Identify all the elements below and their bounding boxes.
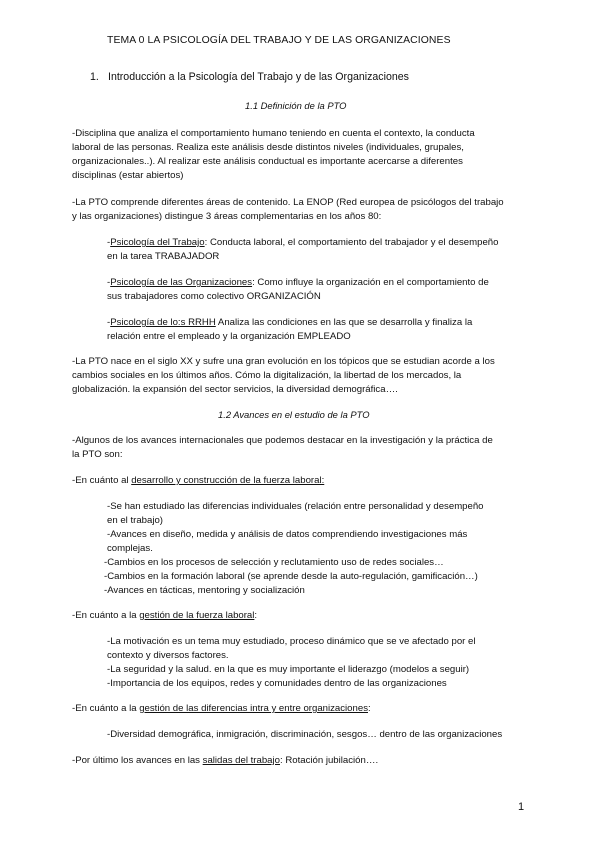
page-number: 1 <box>518 801 525 813</box>
area-item-organizaciones-cont: sus trabajadores como colectivo ORGANIZACIÓN <box>107 291 321 302</box>
area-term: Psicología de lo:s RRHH <box>110 317 216 328</box>
paragraph-definition-line: disciplinas (estar abiertos) <box>72 170 184 181</box>
heading-term: gestión de la fuerza laboral <box>139 610 255 621</box>
heading-salidas-trabajo: -Por último los avances en las salidas del trabajo: Rotación jubilación…. <box>72 755 379 766</box>
area-item-rrhh: -Psicología de lo:s RRHH Analiza las condiciones en las que se desarrolla y finaliza la <box>107 317 473 328</box>
list-item: contexto y diversos factores. <box>107 650 229 661</box>
list-item: en el trabajo) <box>107 515 163 526</box>
list-item: -Importancia de los equipos, redes y comunidades dentro de las organizaciones <box>107 678 447 689</box>
paragraph-definition-line: laboral de las personas. Realiza este análisis desde distintos niveles (individuales, grupales, <box>72 142 464 153</box>
heading-gestion-fuerza-laboral: -En cuánto a la gestión de la fuerza laboral: <box>72 610 258 621</box>
heading-term: salidas del trabajo <box>202 755 280 766</box>
document-title: TEMA 0 LA PSICOLOGÍA DEL TRABAJO Y DE LAS ORGANIZACIONES <box>107 35 451 46</box>
area-item-trabajo-cont: en la tarea TRABAJADOR <box>107 251 220 262</box>
heading-fuerza-laboral: -En cuánto al desarrollo y construcción de la fuerza laboral: <box>72 475 325 486</box>
list-item: complejas. <box>107 543 153 554</box>
list-item: -Cambios en los procesos de selección y reclutamiento uso de redes sociales… <box>104 557 444 568</box>
paragraph-definition-line: organizacionales..). Al realizar este análisis conductual es importante acercarse a diferentes <box>72 156 463 167</box>
list-item: -Se han estudiado las diferencias individuales (relación entre personalidad y desempeño <box>107 501 484 512</box>
subsection-title-1-2: 1.2 Avances en el estudio de la PTO <box>218 409 370 420</box>
list-item: -La seguridad y la salud. en la que es muy importante el liderazgo (modelos a seguir) <box>107 664 470 675</box>
paragraph-history-line: cambios sociales en los últimos años. Cómo la digitalización, la libertad de los mercados, la <box>72 370 462 381</box>
section-number: 1. <box>90 71 99 83</box>
list-item: -Cambios en la formación laboral (se aprende desde la auto-regulación, gamificación…) <box>104 571 478 582</box>
area-term: Psicología de las Organizaciones <box>110 277 253 288</box>
list-item: -La motivación es un tema muy estudiado, proceso dinámico que se ve afectado por el <box>107 636 476 647</box>
paragraph-areas-line: -La PTO comprende diferentes áreas de contenido. La ENOP (Red europea de psicólogos del trabajo <box>72 197 504 208</box>
list-item: -Avances en diseño, medida y análisis de datos comprendiendo investigaciones más <box>107 529 468 540</box>
heading-term: desarrollo y construcción de la fuerza laboral: <box>131 475 325 486</box>
paragraph-definition-line: -Disciplina que analiza el comportamiento humano teniendo en cuenta el contexto, la conducta <box>72 128 475 139</box>
paragraph-history-line: globalización. la expansión del sector servicios, la diversidad demográfica…. <box>72 384 398 395</box>
subsection-title-1-1: 1.1 Definición de la PTO <box>245 100 347 111</box>
paragraph-areas-line: y las organizaciones) distingue 3 áreas complementarias en los años 80: <box>72 211 382 222</box>
heading-term: gestión de las diferencias intra y entre organizaciones <box>139 703 368 714</box>
paragraph-advances-line: la PTO son: <box>72 449 123 460</box>
area-item-rrhh-cont: relación entre el empleado y la organización EMPLEADO <box>107 331 351 342</box>
area-item-trabajo: -Psicología del Trabajo: Conducta laboral, el comportamiento del trabajador y el desempeño <box>107 237 499 248</box>
area-term: Psicología del Trabajo <box>110 237 205 248</box>
list-item: -Avances en tácticas, mentoring y socialización <box>104 585 305 596</box>
heading-diferencias-organizaciones: -En cuánto a la gestión de las diferencias intra y entre organizaciones: <box>72 703 371 714</box>
paragraph-advances-line: -Algunos de los avances internacionales que podemos destacar en la investigación y la práctica de <box>72 435 493 446</box>
list-item: -Diversidad demográfica, inmigración, discriminación, sesgos… dentro de las organizaciones <box>107 729 503 740</box>
paragraph-history-line: -La PTO nace en el siglo XX y sufre una gran evolución en los tópicos que se estudian acorde a los <box>72 356 495 367</box>
section-title: Introducción a la Psicología del Trabajo y de las Organizaciones <box>108 71 409 83</box>
area-item-organizaciones: -Psicología de las Organizaciones: Como influye la organización en el comportamiento de <box>107 277 489 288</box>
